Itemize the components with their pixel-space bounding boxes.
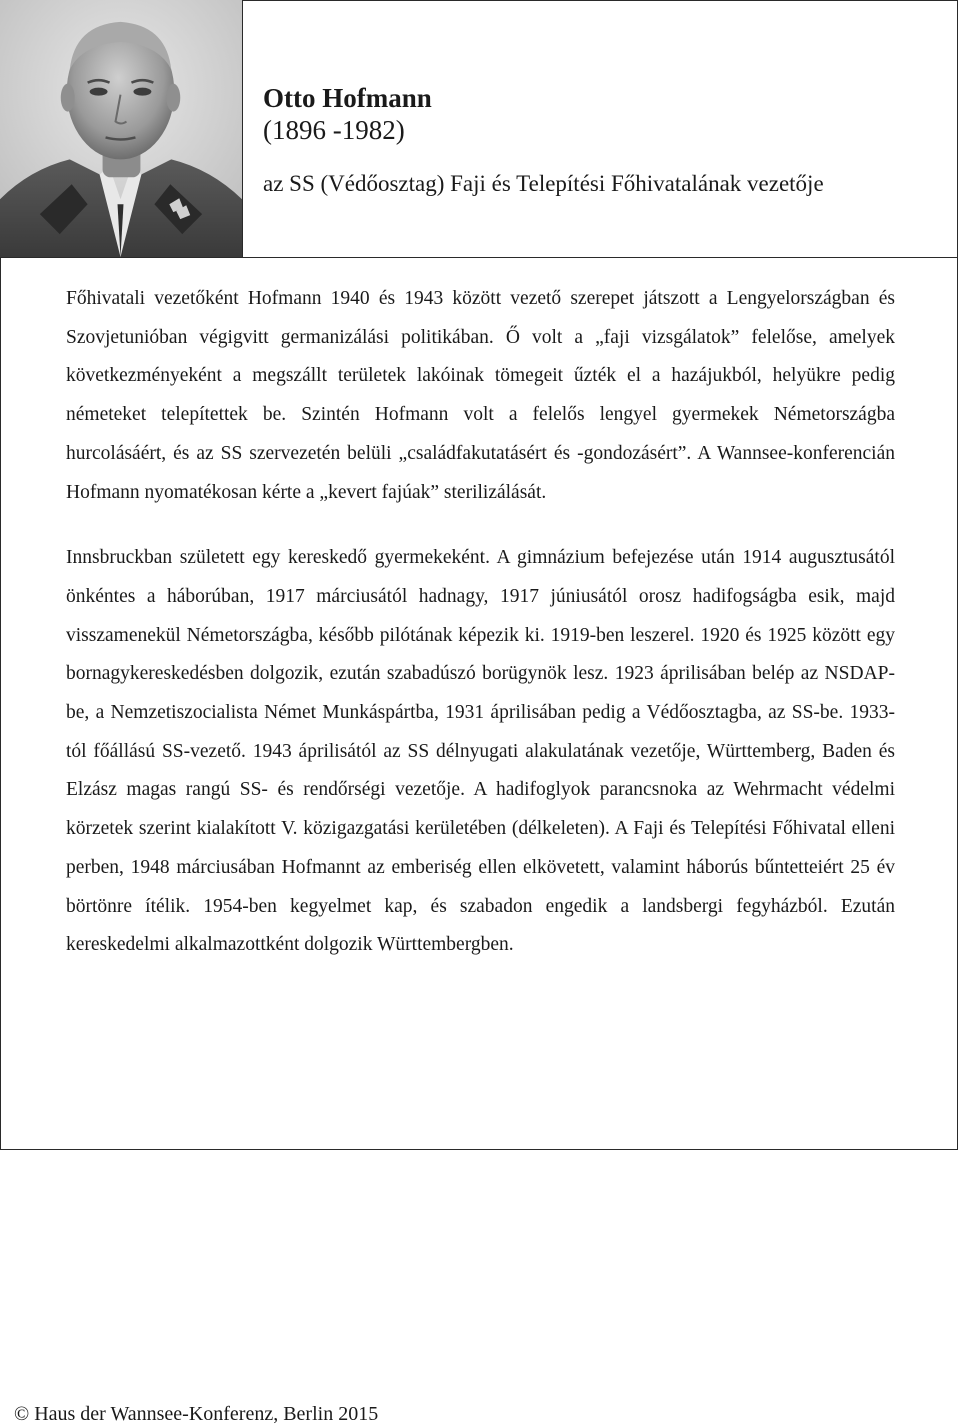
portrait-image xyxy=(0,0,242,257)
header-divider xyxy=(243,257,958,258)
copyright-footer: © Haus der Wannsee-Konferenz, Berlin 2015 xyxy=(14,1403,379,1425)
role-description: az SS (Védőosztag) Faji és Telepítési Főhivatalának vezetője xyxy=(263,171,824,196)
biography-text xyxy=(66,280,895,965)
paragraph: Innsbruckban született egy kereskedő gyermekeként. A gimnázium befejezése után 1914 augusztusától önkéntes a háborúban, 1917 márciusától hadnagy, 1917 júniusától orosz hadifogságba esik, majd visszamenekül Németországba, később pilótának képezik ki. 1919-ben leszerel. 1920 és 1925 között egy bornagykereskedésben dolgozik, ezután szabadúszó borügynök lesz. 1923 áprilisában belép az NSDAP-be, a Nemzetiszocialista Német Munkáspártba, 1931 áprilisában pedig a Védőosztagba, az SS-be. 1933-tól főállású SS-vezető. 1943 áprilisától az SS délnyugati alakulatának vezetője, Württemberg, Baden és Elzász magas rangú SS- és rendőrségi vezetője. A hadifoglyok parancsnoka az Wehrmacht védelmi körzetek szerint kialakított V. közigazgatási kerületében (délkeleten). A Faji és Telepítési Főhivatal elleni perben, 1948 márciusában Hofmannt az emberiség ellen elkövetett, valamint háborús bűntetteiért 25 év börtönre ítélik. 1954-ben kegyelmet kap, és szabadon engedik a landsbergi fegyházból. Ezután kereskedelmi alkalmazottként dolgozik Württembergben. xyxy=(66,547,895,956)
life-years: (1896 -1982) xyxy=(263,115,405,145)
person-name: Otto Hofmann xyxy=(263,83,432,113)
paragraph: Főhivatali vezetőként Hofmann 1940 és 1943 között vezető szerepet játszott a Lengyelországban és Szovjetunióban végigvitt germanizálási politikában. Ő volt a „faji vizsgálatok” felelőse, amelyek következményeként a megszállt területek lakóinak tömegeit űzték el a hazájukból, helyükre pedig németeket telepítettek be. Szintén Hofmann volt a felelős lengyel gyermekek Németországba hurcolásáért, és az SS szervezetén belüli „családfakutatásért és -gondozásért”. A Wannsee-konferencián Hofmann nyomatékosan kérte a „kevert fajúak” sterilizálását. xyxy=(66,288,895,503)
title-block xyxy=(263,82,943,198)
portrait-photo xyxy=(0,0,243,258)
